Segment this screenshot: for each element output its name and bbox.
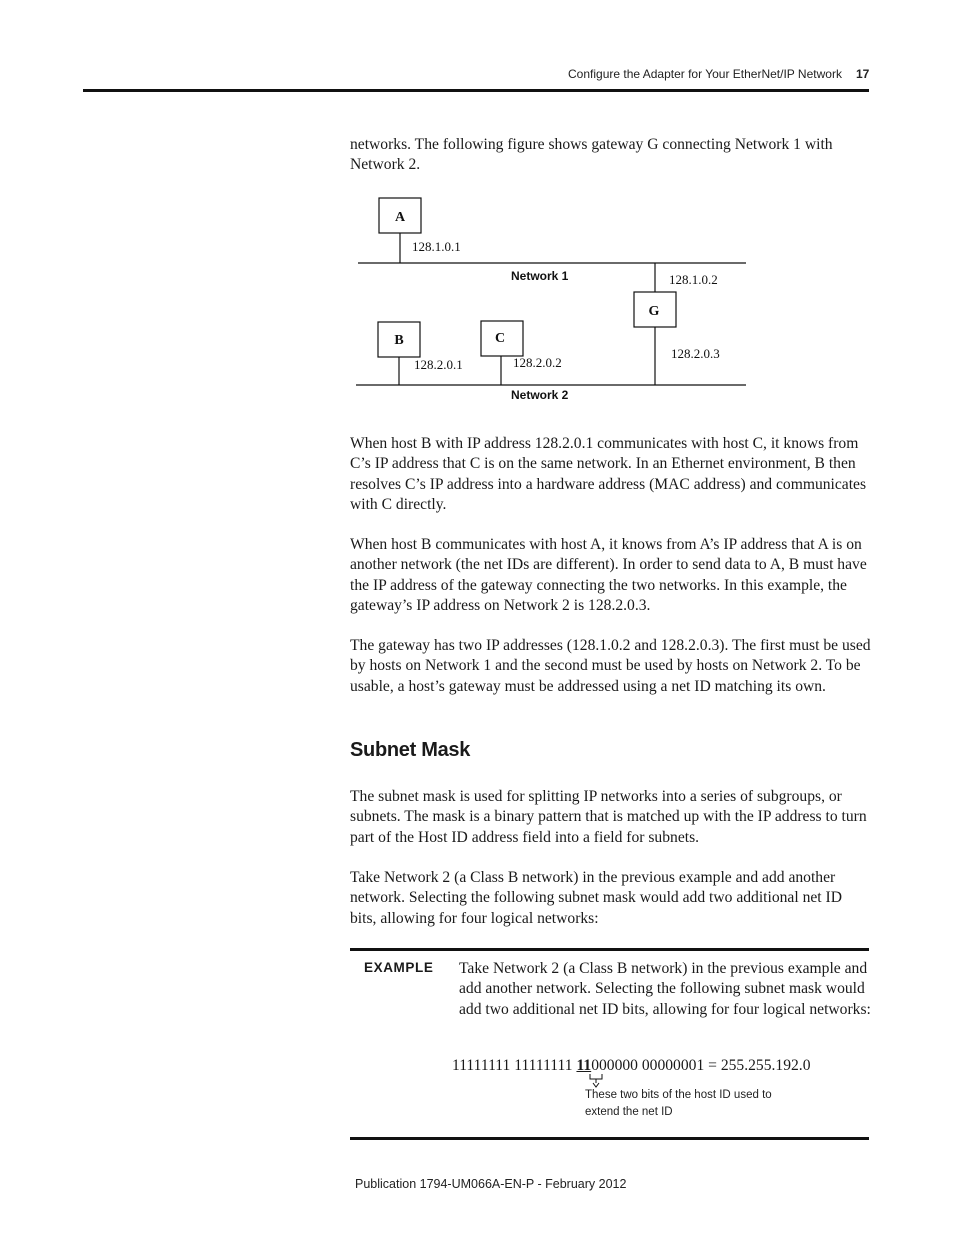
page-number: 17 bbox=[856, 67, 870, 81]
example-label: EXAMPLE bbox=[364, 960, 434, 975]
gateway-ip-net1: 128.1.0.2 bbox=[669, 272, 718, 287]
body-paragraph: Take Network 2 (a Class B network) in the previous example and add another network. Selecting the following subnet mask would add two additional net ID bits, allowing for four logical networks: bbox=[350, 869, 842, 927]
host-b-ip: 128.2.0.1 bbox=[414, 357, 463, 372]
section-heading-subnet-mask: Subnet Mask bbox=[350, 739, 471, 761]
mask-highlight-bits: 11 bbox=[576, 1057, 592, 1074]
example-text: Take Network 2 (a Class B network) in the previous example and add another network. Selecting the following subnet mask would add two additional net ID bits, allowing for four logical networks: bbox=[459, 960, 871, 1018]
footer-publication: Publication 1794-UM066A-EN-P - February 2012 bbox=[355, 1177, 627, 1191]
network-diagram bbox=[350, 190, 755, 410]
body-paragraph: The subnet mask is used for splitting IP networks into a series of subgroups, or subnets. The mask is a binary pattern that is matched up with the IP address to turn part of the Host ID address field into a field for subnets. bbox=[350, 788, 867, 846]
body-paragraph: The gateway has two IP addresses (128.1.0.2 and 128.2.0.3). The first must be used by hosts on Network 1 and the second must be used by hosts on Network 2. To be usable, a host’s gateway must be addressed using a net ID matching its own. bbox=[350, 637, 871, 695]
subnet-mask-binary bbox=[452, 1057, 811, 1075]
host-b-label: B bbox=[394, 333, 404, 348]
host-a-ip: 128.1.0.1 bbox=[412, 239, 461, 254]
network-2-label: Network 2 bbox=[511, 388, 569, 402]
header-rule bbox=[83, 89, 869, 92]
example-top-rule bbox=[350, 948, 869, 951]
network-1-label: Network 1 bbox=[511, 269, 569, 283]
mask-prefix: 11111111 11111111 bbox=[452, 1057, 577, 1074]
mask-suffix: 000000 00000001 = 255.255.192.0 bbox=[591, 1057, 811, 1074]
mask-annotation bbox=[585, 1087, 772, 1121]
body-paragraph: When host B with IP address 128.2.0.1 communicates with host C, it knows from C’s IP address that C is on the same network. In an Ethernet environment, B then resolves C’s IP address into a hardware address (MAC address) and communicates with C directly. bbox=[350, 435, 867, 513]
mask-annotation-line-1: These two bits of the host ID used to bbox=[585, 1089, 772, 1101]
example-bottom-rule bbox=[350, 1137, 869, 1140]
gateway-ip-net2: 128.2.0.3 bbox=[671, 346, 720, 361]
mask-annotation-line-2: extend the net ID bbox=[585, 1106, 673, 1118]
host-c-label: C bbox=[494, 331, 506, 346]
host-a-label: A bbox=[394, 210, 406, 225]
running-header-title: Configure the Adapter for Your EtherNet/IP Network bbox=[568, 67, 842, 81]
intro-paragraph: networks. The following figure shows gateway G connecting Network 1 with Network 2. bbox=[350, 136, 833, 174]
gateway-g-label: G bbox=[648, 304, 660, 319]
body-paragraph: When host B communicates with host A, it knows from A’s IP address that A is on another network (the net IDs are different). In order to send data to A, B must have the IP address of the gateway connecting the two networks. In this example, the gateway’s IP address on Network 2 is 128.2.0.3. bbox=[350, 536, 867, 614]
host-c-ip: 128.2.0.2 bbox=[513, 355, 562, 370]
